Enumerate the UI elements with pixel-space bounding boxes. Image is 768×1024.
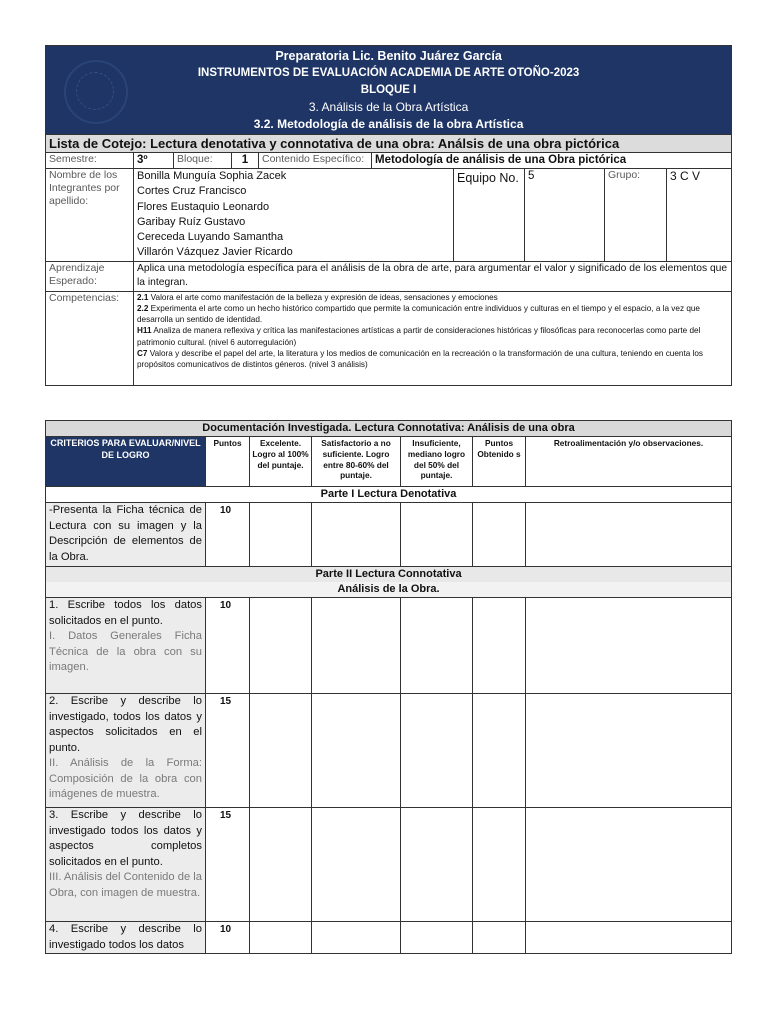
competencias-list	[134, 291, 732, 385]
criterion-text: 3. Escribe y describe lo investigado todos los datos y aspectos completos solicitados en el punto. III. Análisis del Contenido de la Obra, con imagen de muestra.	[46, 808, 206, 922]
feedback-header: Retroalimentación y/o observaciones.	[526, 437, 732, 487]
criterion-text: 4. Escribe y describe lo investigado todos los datos	[46, 922, 206, 954]
feedback-cell[interactable]	[526, 808, 732, 922]
part2-title: Parte II Lectura Connotativa	[46, 567, 732, 583]
document-header	[46, 46, 732, 135]
integrante: Cereceda Luyando Samantha	[137, 231, 284, 244]
obtained-cell[interactable]	[473, 922, 526, 954]
school-seal-icon	[64, 60, 128, 124]
excellent-cell[interactable]	[250, 503, 312, 567]
checklist-title: Lista de Cotejo: Lectura denotativa y connotativa de una obra: Análsis de una obra pictórica	[46, 135, 732, 153]
competencia-item: 2.2 Experimenta el arte como un hecho histórico compartido que permite la comunicación entre individuos y culturas en el tiempo y el espacio, a la vez que desarrolla un sentido de identidad.	[137, 303, 700, 325]
bloque-label: Bloque:	[174, 153, 232, 169]
block-title: BLOQUE I	[360, 84, 417, 96]
bloque-value: 1	[232, 153, 259, 169]
feedback-cell[interactable]	[526, 694, 732, 808]
satisfactory-cell[interactable]	[312, 808, 401, 922]
grupo-label: Grupo:	[605, 169, 667, 262]
criterion-points: 15	[206, 694, 250, 808]
contenido-label: Contenido Específico:	[259, 153, 372, 169]
table-row	[46, 598, 732, 694]
integrante: Bonilla Munguía Sophia Zacek	[137, 170, 287, 182]
table-row	[46, 503, 732, 567]
integrantes-list	[134, 169, 454, 262]
feedback-cell[interactable]	[526, 503, 732, 567]
insufficient-cell[interactable]	[401, 598, 473, 694]
integrantes-label: Nombre de los Integrantes por apellido:	[46, 169, 134, 262]
evaluation-info-table	[45, 45, 732, 386]
criteria-header: CRITERIOS PARA EVALUAR/NIVEL DE LOGRO	[46, 437, 206, 487]
table-row	[46, 694, 732, 808]
contenido-value: Metodología de análisis de una Obra pictórica	[372, 153, 732, 169]
points-header: Puntos	[206, 437, 250, 487]
integrante: Flores Eustaquio Leonardo	[137, 200, 270, 213]
satisfactory-cell[interactable]	[312, 694, 401, 808]
part2-subtitle: Análisis de la Obra.	[46, 582, 732, 598]
criterion-text: 2. Escribe y describe lo investigado, todos los datos y aspectos solicitados en el punto. II. Análisis de la Forma: Composición de la obra con imágenes de muestra.	[46, 694, 206, 808]
integrante: Garibay Ruíz Gustavo	[137, 215, 246, 228]
excellent-cell[interactable]	[250, 694, 312, 808]
feedback-cell[interactable]	[526, 922, 732, 954]
obtained-header: Puntos Obtenido s	[473, 437, 526, 487]
rubric-title: Documentación Investigada. Lectura Connotativa: Análisis de una obra	[46, 421, 732, 437]
table-row	[46, 922, 732, 954]
insufficient-cell[interactable]	[401, 503, 473, 567]
competencia-item: 2.1 Valora el arte como manifestación de la belleza y expresión de ideas, sensaciones y emociones	[137, 292, 498, 302]
excellent-header: Excelente. Logro al 100% del puntaje.	[250, 437, 312, 487]
satisfactory-header: Satisfactorio a no suficiente. Logro entre 80-60% del puntaje.	[312, 437, 401, 487]
competencias-label: Competencias:	[46, 291, 134, 385]
satisfactory-cell[interactable]	[312, 922, 401, 954]
school-name: Preparatoria Lic. Benito Juárez García	[275, 49, 502, 63]
criterion-text: -Presenta la Ficha técnica de Lectura con su imagen y la Descripción de elementos de la Obra.	[46, 503, 206, 567]
criterion-points: 10	[206, 503, 250, 567]
topic-title: 3. Análisis de la Obra Artística	[308, 100, 469, 114]
criterion-text: 1. Escribe todos los datos solicitados en el punto. I. Datos Generales Ficha Técnica de la obra con su imagen.	[46, 598, 206, 694]
obtained-cell[interactable]	[473, 694, 526, 808]
equipo-label: Equipo No.	[454, 169, 525, 262]
satisfactory-cell[interactable]	[312, 598, 401, 694]
aprendizaje-label: Aprendizaje Esperado:	[46, 261, 134, 291]
obtained-cell[interactable]	[473, 598, 526, 694]
part1-title: Parte I Lectura Denotativa	[46, 487, 732, 503]
insufficient-cell[interactable]	[401, 808, 473, 922]
feedback-cell[interactable]	[526, 598, 732, 694]
table-row	[46, 808, 732, 922]
insufficient-cell[interactable]	[401, 922, 473, 954]
criterion-points: 10	[206, 598, 250, 694]
insufficient-header: Insuficiente, mediano logro del 50% del puntaje.	[401, 437, 473, 487]
grupo-value: 3 C V	[667, 169, 732, 262]
equipo-value: 5	[525, 169, 605, 262]
competencia-item: H11 Analiza de manera reflexiva y crítica las manifestaciones artísticas a partir de consideraciones históricas y filosóficas para reconocerlas como parte del patrimonio cultural. (nivel 6 autorregulación)	[137, 326, 701, 347]
insufficient-cell[interactable]	[401, 694, 473, 808]
semestre-label: Semestre:	[46, 153, 134, 169]
obtained-cell[interactable]	[473, 808, 526, 922]
excellent-cell[interactable]	[250, 808, 312, 922]
criterion-points: 10	[206, 922, 250, 954]
semestre-value: 3º	[134, 153, 174, 169]
rubric-table	[45, 420, 732, 954]
instrument-title: INSTRUMENTOS DE EVALUACIÓN ACADEMIA DE ARTE OTOÑO-2023	[197, 67, 580, 79]
integrante: Cortes Cruz Francisco	[137, 185, 247, 198]
excellent-cell[interactable]	[250, 922, 312, 954]
excellent-cell[interactable]	[250, 598, 312, 694]
satisfactory-cell[interactable]	[312, 503, 401, 567]
subtopic-title: 3.2. Metodología de análisis de la obra Artística	[253, 117, 524, 131]
competencia-item: C7 Valora y describe el papel del arte, la literatura y los medios de comunicación en la recreación o la transformación de una cultura, teniendo en cuenta los propósitos comunicativos de distintos géneros. (nivel 3 análisis)	[137, 348, 704, 369]
integrante: Villarón Vázquez Javier Ricardo	[137, 246, 293, 259]
aprendizaje-value: Aplica una metodología específica para el análisis de la obra de arte, para argumentar el valor y significado de los elementos que la integran.	[134, 261, 732, 291]
obtained-cell[interactable]	[473, 503, 526, 567]
criterion-points: 15	[206, 808, 250, 922]
